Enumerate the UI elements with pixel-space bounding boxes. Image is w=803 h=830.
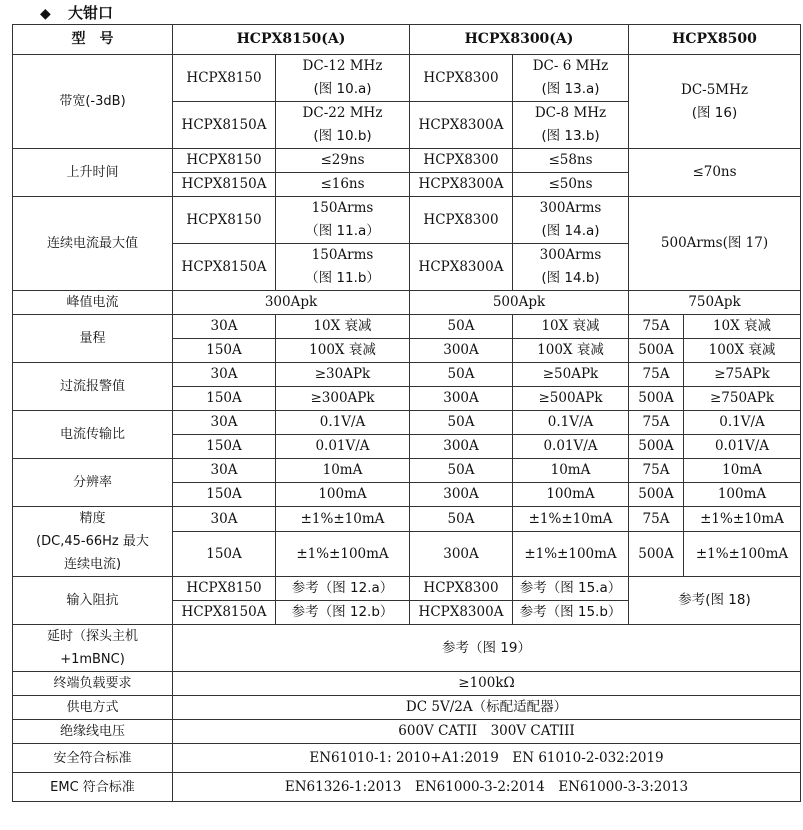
table-cell: 500A — [629, 483, 684, 507]
section-title-text: 大钳口 — [68, 4, 114, 22]
table-row — [13, 363, 801, 387]
table-cell: 500A — [629, 435, 684, 459]
table-cell: 500A — [629, 339, 684, 363]
table-cell: HCPX8300 — [410, 149, 513, 173]
table-cell: 10mA — [513, 459, 629, 483]
table-row — [13, 773, 801, 802]
table-cell: HCPX8300 — [410, 577, 513, 601]
table-row — [13, 672, 801, 696]
row-label — [13, 625, 173, 672]
table-cell: ≥750APk — [684, 387, 801, 411]
table-cell: HCPX8150A — [173, 102, 276, 149]
table-cell: 0.1V/A — [684, 411, 801, 435]
table-cell: 10mA — [276, 459, 410, 483]
cell-line: DC-5MHz — [681, 81, 749, 98]
table-cell: 300A — [410, 387, 513, 411]
row-label: 过流报警值 — [13, 363, 173, 411]
table-cell: 参考（图 15.b） — [513, 601, 629, 625]
table-row — [13, 55, 801, 102]
table-cell: 100X 衰减 — [513, 339, 629, 363]
table-cell: 500Arms(图 17) — [629, 197, 801, 291]
cell-line: (图 14.a) — [541, 223, 600, 239]
table-cell: 600V CATII 300V CATIII — [173, 720, 801, 744]
table-cell: 10X 衰减 — [276, 315, 410, 339]
table-cell: 300A — [410, 483, 513, 507]
table-row — [13, 315, 801, 339]
table-row — [13, 744, 801, 773]
table-row — [13, 411, 801, 435]
table-cell: 参考（图 12.b） — [276, 601, 410, 625]
table-cell: ≤16ns — [276, 173, 410, 197]
table-cell: HCPX8300A — [410, 601, 513, 625]
table-row — [13, 720, 801, 744]
table-cell: 75A — [629, 411, 684, 435]
table-cell: HCPX8150 — [173, 577, 276, 601]
table-cell: 50A — [410, 459, 513, 483]
table-cell: 500A — [629, 387, 684, 411]
table-cell: 30A — [173, 459, 276, 483]
table-cell: 0.01V/A — [684, 435, 801, 459]
table-cell — [629, 55, 801, 149]
row-label: 峰值电流 — [13, 291, 173, 315]
table-row — [13, 625, 801, 672]
cell-line: 300Arms — [539, 247, 602, 263]
table-row — [13, 459, 801, 483]
table-cell — [276, 102, 410, 149]
table-cell: 参考(图 18) — [629, 577, 801, 625]
cell-line: (图 10.b) — [313, 128, 372, 144]
table-cell: ≤58ns — [513, 149, 629, 173]
table-cell: 30A — [173, 363, 276, 387]
cell-line: 300Arms — [539, 200, 602, 216]
table-cell: ≤50ns — [513, 173, 629, 197]
table-cell — [513, 55, 629, 102]
table-cell: 50A — [410, 315, 513, 339]
table-cell: 150A — [173, 532, 276, 577]
table-row — [13, 149, 801, 173]
table-cell: 75A — [629, 315, 684, 339]
cell-line: （图 11.a） — [305, 223, 380, 239]
cell-line: DC-8 MHz — [534, 105, 607, 121]
row-label: 分辨率 — [13, 459, 173, 507]
table-cell: 150A — [173, 387, 276, 411]
table-cell: 150A — [173, 339, 276, 363]
cell-line: （图 11.b） — [305, 270, 380, 286]
table-cell: DC 5V/2A（标配适配器） — [173, 696, 801, 720]
table-cell: ±1%±100mA — [276, 532, 410, 577]
table-cell: HCPX8150A — [173, 244, 276, 291]
cell-line: (图 13.b) — [541, 128, 600, 144]
row-label: 上升时间 — [13, 149, 173, 197]
model-col-8500: HCPX8500 — [629, 25, 801, 55]
row-label-line: 连续电流) — [63, 557, 122, 572]
row-label: 电流传输比 — [13, 411, 173, 459]
table-cell: 0.1V/A — [513, 411, 629, 435]
table-cell: ±1%±100mA — [684, 532, 801, 577]
table-cell: HCPX8300 — [410, 197, 513, 244]
row-label: EMC 符合标准 — [13, 773, 173, 802]
table-cell: ≥50APk — [513, 363, 629, 387]
table-cell: ≥500APk — [513, 387, 629, 411]
table-row — [13, 507, 801, 532]
table-cell: ±1%±10mA — [513, 507, 629, 532]
table-cell: ≤70ns — [629, 149, 801, 197]
table-cell: EN61010-1: 2010+A1:2019 EN 61010-2-032:2019 — [173, 744, 801, 773]
table-cell: 10mA — [684, 459, 801, 483]
table-cell: 75A — [629, 363, 684, 387]
table-cell — [513, 244, 629, 291]
table-cell: EN61326-1:2013 EN61000-3-2:2014 EN61000-3-3:2013 — [173, 773, 801, 802]
table-cell: 100mA — [276, 483, 410, 507]
table-cell: 参考（图 19） — [173, 625, 801, 672]
table-cell: HCPX8150 — [173, 55, 276, 102]
table-cell: HCPX8150A — [173, 173, 276, 197]
cell-line: DC-12 MHz — [302, 58, 383, 74]
table-cell: HCPX8300A — [410, 102, 513, 149]
table-cell: ≥30APk — [276, 363, 410, 387]
table-cell: HCPX8300A — [410, 173, 513, 197]
diamond-bullet-icon: ◆ — [40, 6, 51, 22]
table-cell: ±1%±10mA — [684, 507, 801, 532]
table-cell: 30A — [173, 507, 276, 532]
table-cell: ±1%±100mA — [513, 532, 629, 577]
table-cell: ≤29ns — [276, 149, 410, 173]
table-cell: 500A — [629, 532, 684, 577]
table-cell: 0.01V/A — [513, 435, 629, 459]
table-cell: HCPX8300A — [410, 244, 513, 291]
table-cell: HCPX8150A — [173, 601, 276, 625]
cell-line: (图 10.a) — [313, 81, 372, 97]
table-cell: 300A — [410, 532, 513, 577]
cell-line: 150Arms — [311, 200, 374, 216]
table-cell: 150A — [173, 435, 276, 459]
table-cell — [513, 197, 629, 244]
row-label-line: 精度 — [79, 511, 106, 526]
table-cell: 75A — [629, 507, 684, 532]
row-label — [13, 507, 173, 577]
table-cell — [276, 197, 410, 244]
cell-line: DC- 6 MHz — [532, 58, 609, 74]
table-cell — [276, 244, 410, 291]
table-cell: ≥75APk — [684, 363, 801, 387]
table-row — [13, 197, 801, 244]
cell-line: (图 13.a) — [541, 81, 600, 97]
table-header-row — [13, 25, 801, 55]
row-label: 绝缘线电压 — [13, 720, 173, 744]
row-label-line: +1mBNC) — [60, 652, 125, 667]
table-cell: 100X 衰减 — [684, 339, 801, 363]
table-row — [13, 577, 801, 601]
table-cell: 100mA — [513, 483, 629, 507]
table-cell: 0.1V/A — [276, 411, 410, 435]
table-cell: 100mA — [684, 483, 801, 507]
table-cell — [276, 55, 410, 102]
cell-line: (图 16) — [691, 104, 738, 121]
row-label: 带宽(-3dB) — [13, 55, 173, 149]
row-label: 连续电流最大值 — [13, 197, 173, 291]
table-cell: 300A — [410, 435, 513, 459]
table-cell: ≥100kΩ — [173, 672, 801, 696]
row-label: 量程 — [13, 315, 173, 363]
table-cell: 500Apk — [410, 291, 629, 315]
table-cell: 参考（图 15.a） — [513, 577, 629, 601]
table-cell: 50A — [410, 411, 513, 435]
table-cell: 75A — [629, 459, 684, 483]
model-col-8150: HCPX8150(A) — [173, 25, 410, 55]
table-cell: 10X 衰减 — [513, 315, 629, 339]
table-cell: 300Apk — [173, 291, 410, 315]
table-cell: 100X 衰减 — [276, 339, 410, 363]
table-cell: ±1%±10mA — [276, 507, 410, 532]
row-label-line: (DC,45-66Hz 最大 — [36, 534, 149, 549]
table-row — [13, 291, 801, 315]
table-cell: 300A — [410, 339, 513, 363]
cell-line: DC-22 MHz — [302, 105, 383, 121]
row-label: 输入阻抗 — [13, 577, 173, 625]
table-cell: 0.01V/A — [276, 435, 410, 459]
table-cell: 30A — [173, 411, 276, 435]
table-cell: 50A — [410, 363, 513, 387]
table-cell: 150A — [173, 483, 276, 507]
row-label: 供电方式 — [13, 696, 173, 720]
cell-line: 150Arms — [311, 247, 374, 263]
table-cell: ≥300APk — [276, 387, 410, 411]
model-header: 型 号 — [13, 25, 173, 55]
table-row — [13, 696, 801, 720]
table-cell: 30A — [173, 315, 276, 339]
cell-line: (图 14.b) — [541, 270, 600, 286]
row-label: 安全符合标准 — [13, 744, 173, 773]
row-label: 终端负载要求 — [13, 672, 173, 696]
row-label-line: 延时（探头主机 — [46, 629, 138, 644]
table-cell — [513, 102, 629, 149]
table-cell: 10X 衰减 — [684, 315, 801, 339]
spec-table — [12, 24, 801, 802]
table-cell: 参考（图 12.a） — [276, 577, 410, 601]
table-cell: HCPX8150 — [173, 197, 276, 244]
model-col-8300: HCPX8300(A) — [410, 25, 629, 55]
table-cell: 750Apk — [629, 291, 801, 315]
table-cell: HCPX8150 — [173, 149, 276, 173]
table-cell: 50A — [410, 507, 513, 532]
section-title — [40, 2, 113, 24]
table-cell: HCPX8300 — [410, 55, 513, 102]
